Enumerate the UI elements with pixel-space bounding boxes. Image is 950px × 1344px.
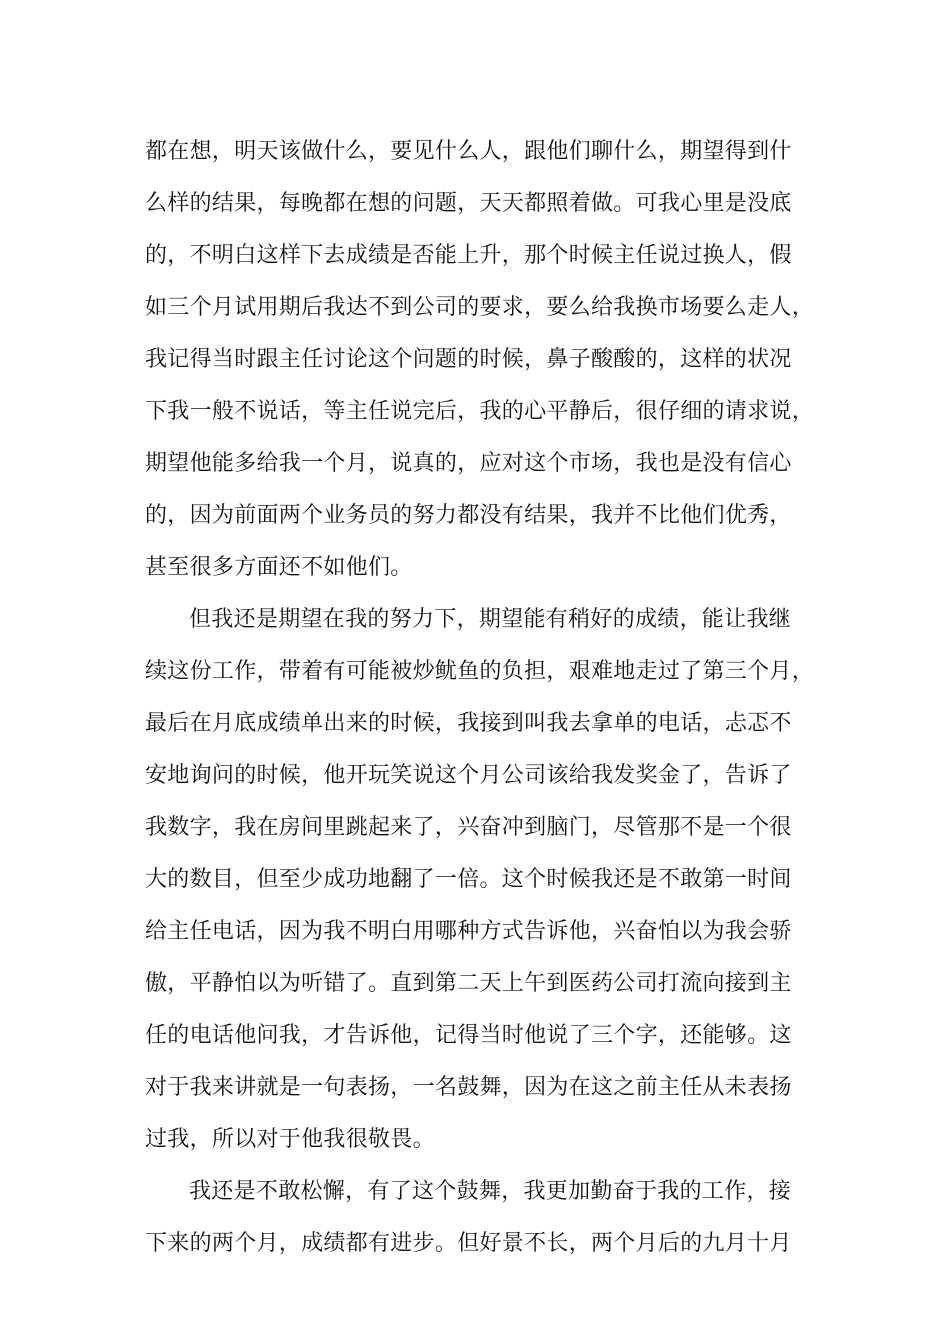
text-line: 下来的两个月，成绩都有进步。但好景不长，两个月后的九月十月	[145, 1231, 792, 1256]
text-line-indented: 我还是不敢松懈，有了这个鼓舞，我更加勤奋于我的工作，接	[189, 1179, 792, 1204]
text-line: 最后在月底成绩单出来的时候，我接到叫我去拿单的电话，忐忑不	[145, 711, 792, 736]
text-line: 对于我来讲就是一句表扬，一名鼓舞，因为在这之前主任从未表扬	[145, 1075, 792, 1100]
paragraph-1	[145, 126, 825, 594]
text-line: 大的数目，但至少成功地翻了一倍。这个时候我还是不敢第一时间	[145, 867, 792, 892]
text-line: 甚至很多方面还不如他们。	[145, 555, 413, 580]
text-line: 任的电话他问我，才告诉他，记得当时他说了三个字，还能够。这	[145, 1023, 792, 1048]
text-line: 都在想，明天该做什么，要见什么人，跟他们聊什么，期望得到什	[145, 139, 792, 164]
paragraph-2	[145, 594, 825, 1166]
text-line: 给主任电话，因为我不明白用哪种方式告诉他，兴奋怕以为我会骄	[145, 919, 792, 944]
text-line: 过我，所以对于他我很敬畏。	[145, 1127, 435, 1152]
text-line: 傲，平静怕以为听错了。直到第二天上午到医药公司打流向接到主	[145, 971, 792, 996]
text-line: 的，不明白这样下去成绩是否能上升，那个时候主任说过换人，假	[145, 243, 792, 268]
text-line: 如三个月试用期后我达不到公司的要求，要么给我换市场要么走人，	[145, 295, 815, 320]
text-line: 下我一般不说话，等主任说完后，我的心平静后，很仔细的请求说，	[145, 399, 815, 424]
text-line: 么样的结果，每晚都在想的问题，天天都照着做。可我心里是没底	[145, 191, 792, 216]
text-line-indented: 但我还是期望在我的努力下，期望能有稍好的成绩，能让我继	[189, 607, 792, 632]
text-line: 的，因为前面两个业务员的努力都没有结果，我并不比他们优秀，	[145, 503, 792, 528]
document-body	[145, 126, 825, 1270]
paragraph-3	[145, 1166, 825, 1270]
text-line: 我记得当时跟主任讨论这个问题的时候，鼻子酸酸的，这样的状况	[145, 347, 792, 372]
text-line: 安地询问的时候，他开玩笑说这个月公司该给我发奖金了，告诉了	[145, 763, 792, 788]
text-line: 我数字，我在房间里跳起来了，兴奋冲到脑门，尽管那不是一个很	[145, 815, 792, 840]
text-line: 续这份工作，带着有可能被炒鱿鱼的负担，艰难地走过了第三个月，	[145, 659, 815, 684]
text-line: 期望他能多给我一个月，说真的，应对这个市场，我也是没有信心	[145, 451, 792, 476]
